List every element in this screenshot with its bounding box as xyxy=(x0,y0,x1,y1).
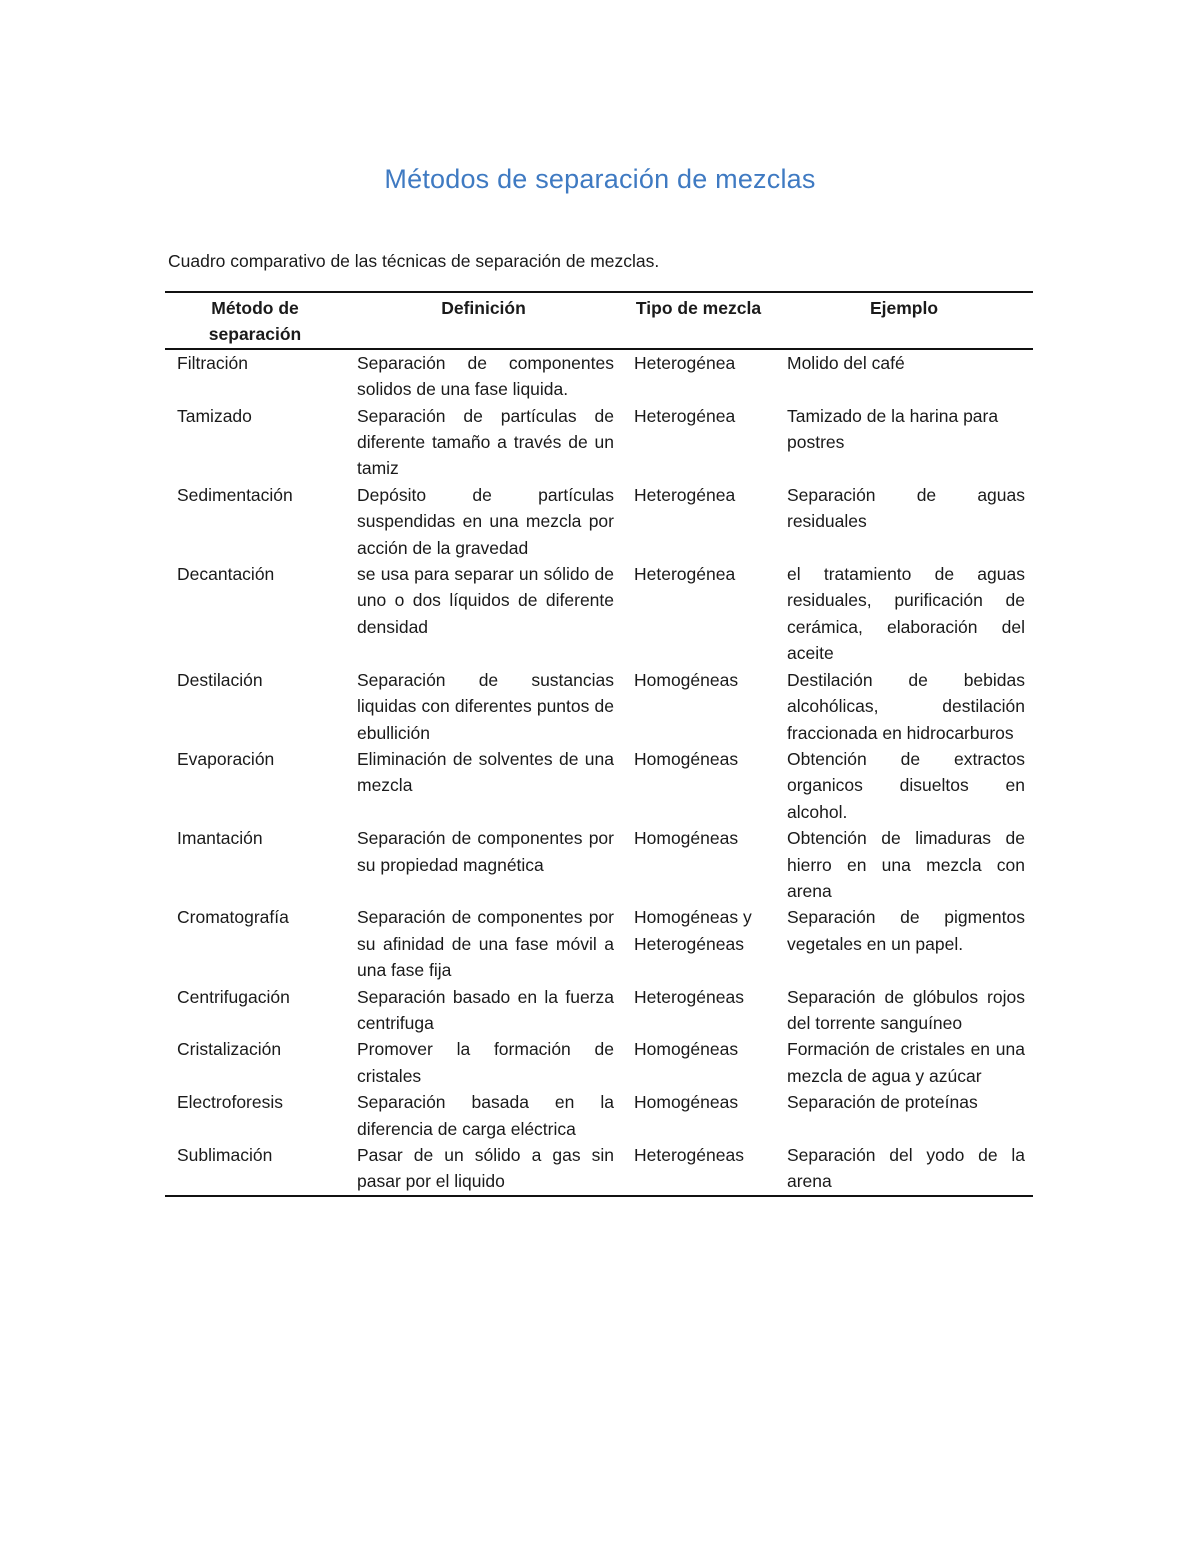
cell-definition: Separación de componentes solidos de una fase liquida. xyxy=(357,352,614,400)
cell-example: Obtención de extractos organicos disueltos en alcohol. xyxy=(787,748,1025,822)
cell-example: Separación de proteínas xyxy=(787,1092,978,1113)
cell-type: Heterogénea xyxy=(634,405,736,426)
cell-type: Heterogénea xyxy=(634,564,736,585)
cell-definition: Separación de componentes por su propiedad magnética xyxy=(357,828,614,875)
table-row xyxy=(165,904,1033,983)
cell-method: Filtración xyxy=(177,352,248,373)
cell-type: Homogéneas xyxy=(634,1092,739,1113)
table-row xyxy=(165,825,1033,904)
cell-type: Homogéneas xyxy=(634,828,739,849)
table-row xyxy=(165,746,1033,825)
cell-method: Imantación xyxy=(177,828,263,849)
table-row xyxy=(165,349,1033,403)
cell-type: Homogéneas xyxy=(634,669,739,690)
cell-type: Heterogéneas xyxy=(634,986,744,1007)
table-row xyxy=(165,667,1033,746)
header-definition: Definición xyxy=(441,298,526,318)
cell-definition: Separación basada en la diferencia de carga eléctrica xyxy=(357,1092,614,1139)
cell-type: Heterogénea xyxy=(634,484,736,505)
cell-definition: Pasar de un sólido a gas sin pasar por el liquido xyxy=(357,1145,614,1192)
cell-method: Tamizado xyxy=(177,405,252,426)
table-row xyxy=(165,984,1033,1037)
cell-example: Molido del café xyxy=(787,352,905,373)
cell-definition: Depósito de partículas suspendidas en una mezcla por acción de la gravedad xyxy=(357,484,614,558)
cell-example: Destilación de bebidas alcohólicas, destilación fraccionada en hidrocarburos xyxy=(787,669,1025,743)
cell-method: Cristalización xyxy=(177,1039,282,1060)
header-type: Tipo de mezcla xyxy=(635,298,762,318)
cell-example: Separación de aguas residuales xyxy=(787,484,1025,532)
cell-definition: Eliminación de solventes de una mezcla xyxy=(357,748,614,796)
table-row xyxy=(165,1142,1033,1196)
cell-example: Separación del yodo de la arena xyxy=(787,1145,1025,1192)
cell-definition: Promover la formación de cristales xyxy=(357,1039,614,1086)
header-example: Ejemplo xyxy=(869,298,939,318)
cell-definition: Separación de sustancias liquidas con diferentes puntos de ebullición xyxy=(357,669,614,743)
cell-method: Decantación xyxy=(177,564,275,585)
cell-method: Sedimentación xyxy=(177,484,293,505)
cell-method: Cromatografía xyxy=(177,907,289,928)
cell-type: Homogéneas y Heterogéneas xyxy=(634,907,752,954)
separation-methods-table xyxy=(165,291,1033,1197)
cell-type: Heterogéneas xyxy=(634,1145,744,1165)
cell-type: Heterogénea xyxy=(634,352,736,373)
cell-example: Separación de pigmentos vegetales en un papel. xyxy=(787,907,1025,954)
table-row xyxy=(165,482,1033,561)
cell-method: Destilación xyxy=(177,669,263,690)
cell-example: el tratamiento de aguas residuales, purificación de cerámica, elaboración del aceite xyxy=(787,564,1025,664)
cell-type: Homogéneas xyxy=(634,1039,739,1060)
cell-method: Evaporación xyxy=(177,748,275,769)
header-method: Método de separación xyxy=(208,298,302,345)
cell-definition: se usa para separar un sólido de uno o dos líquidos de diferente densidad xyxy=(357,564,614,637)
cell-definition: Separación de partículas de diferente tamaño a través de un tamiz xyxy=(357,405,614,479)
cell-method: Centrifugación xyxy=(177,986,290,1007)
cell-example: Formación de cristales en una mezcla de agua y azúcar xyxy=(787,1039,1025,1086)
cell-example: Obtención de limaduras de hierro en una mezcla con arena xyxy=(787,828,1025,901)
cell-definition: Separación de componentes por su afinidad de una fase móvil a una fase fija xyxy=(357,907,614,981)
table-caption: Cuadro comparativo de las técnicas de separación de mezclas. xyxy=(168,251,660,271)
cell-definition: Separación basado en la fuerza centrifuga xyxy=(357,986,614,1033)
cell-type: Homogéneas xyxy=(634,748,739,769)
table-row xyxy=(165,1036,1033,1089)
cell-example: Tamizado de la harina para postres xyxy=(787,405,999,453)
table-row xyxy=(165,403,1033,482)
cell-method: Sublimación xyxy=(177,1145,273,1165)
cell-example: Separación de glóbulos rojos del torrente sanguíneo xyxy=(787,986,1025,1033)
table-header-row xyxy=(165,292,1033,349)
cell-method: Electroforesis xyxy=(177,1092,284,1113)
table-row xyxy=(165,1089,1033,1142)
table-row xyxy=(165,561,1033,667)
page-title: Métodos de separación de mezclas xyxy=(384,164,816,194)
